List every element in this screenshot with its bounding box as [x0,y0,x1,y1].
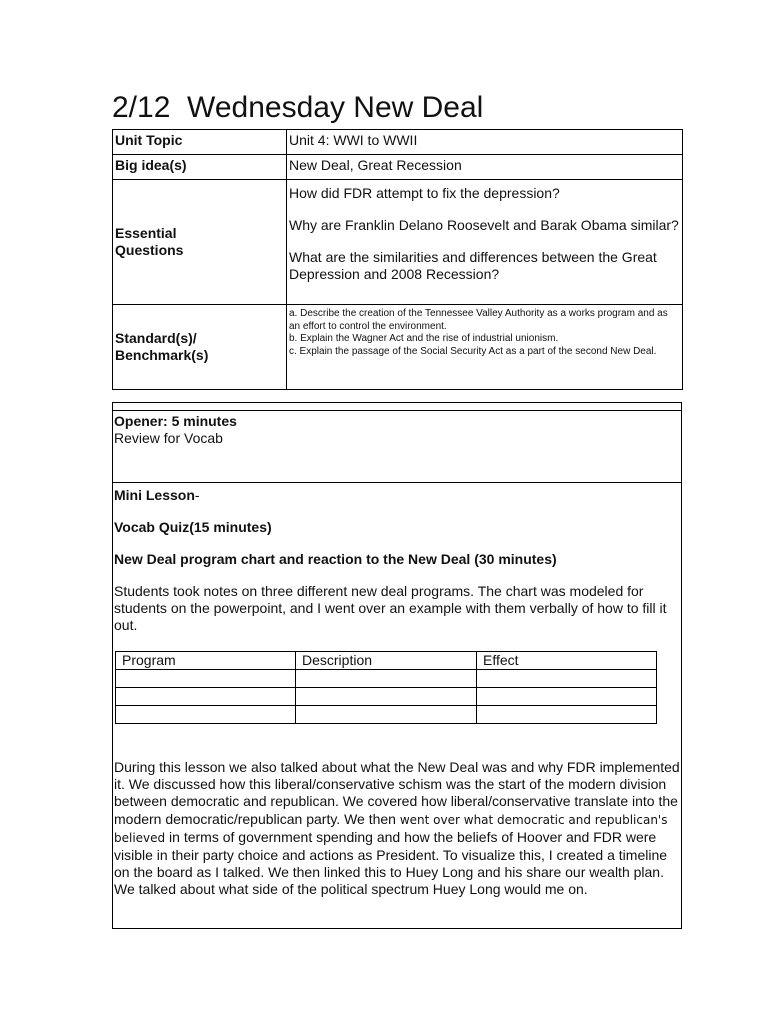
big-ideas-value: New Deal, Great Recession [287,155,683,180]
page-title: 2/12 Wednesday New Deal [112,91,484,124]
standards-label-line2: Benchmark(s) [115,347,209,363]
lesson-info-table [112,129,683,390]
table-cell [296,670,477,688]
mini-lesson-dash: - [194,487,200,503]
standards-value [287,305,683,390]
description-header: Description [296,652,477,670]
table-cell [296,688,477,706]
essential-questions-label-line2: Questions [115,242,184,258]
standard-item: b. Explain the Wagner Act and the rise of industrial unionism. [289,333,559,344]
lesson-summary-paragraph [114,759,680,899]
lesson-box-header-bar [113,403,681,411]
table-header-row [116,652,657,670]
table-row [116,706,657,724]
table-cell [116,670,296,688]
unit-topic-label: Unit Topic [113,130,287,155]
chart-intro: Students took notes on three different new deal programs. The chart was modeled for students on the powerpoint, and I went over an example with them verbally of how to fill it out. [114,583,667,633]
essential-question: Why are Franklin Delano Roosevelt and Barak Obama similar? [289,217,679,233]
opener-section [113,411,681,483]
program-chart-table [115,651,657,724]
mini-lesson-section [113,483,681,899]
table-cell [477,670,657,688]
table-cell [296,706,477,724]
table-row [116,688,657,706]
essential-questions-label [113,180,287,305]
opener-text: Review for Vocab [114,430,223,446]
table-row [113,180,683,305]
unit-topic-value: Unit 4: WWI to WWII [287,130,683,155]
paragraph-part1: During this lesson we also talked about what the New Deal was and why FDR implemented it. We discussed how this liberal/conservative schism was the start of the modern division between democratic and republican. We covered how liberal/conservative translate into the modern democratic/republican party. We then [114,759,680,827]
table-row [113,305,683,390]
opener-heading: Opener: 5 minutes [114,413,237,429]
mini-lesson-heading: Mini Lesson [114,487,195,503]
standards-label-line1: Standard(s)/ [115,330,197,346]
paragraph-part2: in terms of government spending and how the beliefs of Hoover and FDR were visible in their party choice and actions as President. To visualize this, I created a timeline on the board as I talked. We then linked this to Huey Long and his share our wealth plan. We talked about what side of the political spectrum Huey Long would me on. [114,828,668,898]
chart-heading: New Deal program chart and reaction to the New Deal (30 minutes) [114,551,557,567]
standard-item: c. Explain the passage of the Social Security Act as a part of the second New Deal. [289,345,657,357]
table-cell [477,706,657,724]
essential-questions-label-line1: Essential [115,225,177,241]
lesson-plan-box [112,402,682,929]
standard-item: a. Describe the creation of the Tennessee Valley Authority as a works program and as an effort to control the environment. [289,308,668,332]
essential-question: What are the similarities and differences between the Great Depression and 2008 Recession? [289,249,657,282]
standards-label [113,305,287,390]
paragraph-alt-font: went over what democratic and republican's believed [114,812,668,845]
table-row [113,155,683,180]
table-cell [116,688,296,706]
program-header: Program [116,652,296,670]
table-row [113,130,683,155]
table-cell [477,688,657,706]
big-ideas-label: Big idea(s) [113,155,287,180]
table-cell [116,706,296,724]
table-row [116,670,657,688]
essential-question: How did FDR attempt to fix the depression? [289,185,560,201]
essential-questions-value [287,180,683,305]
vocab-quiz-heading: Vocab Quiz(15 minutes) [114,519,272,535]
effect-header: Effect [477,652,657,670]
